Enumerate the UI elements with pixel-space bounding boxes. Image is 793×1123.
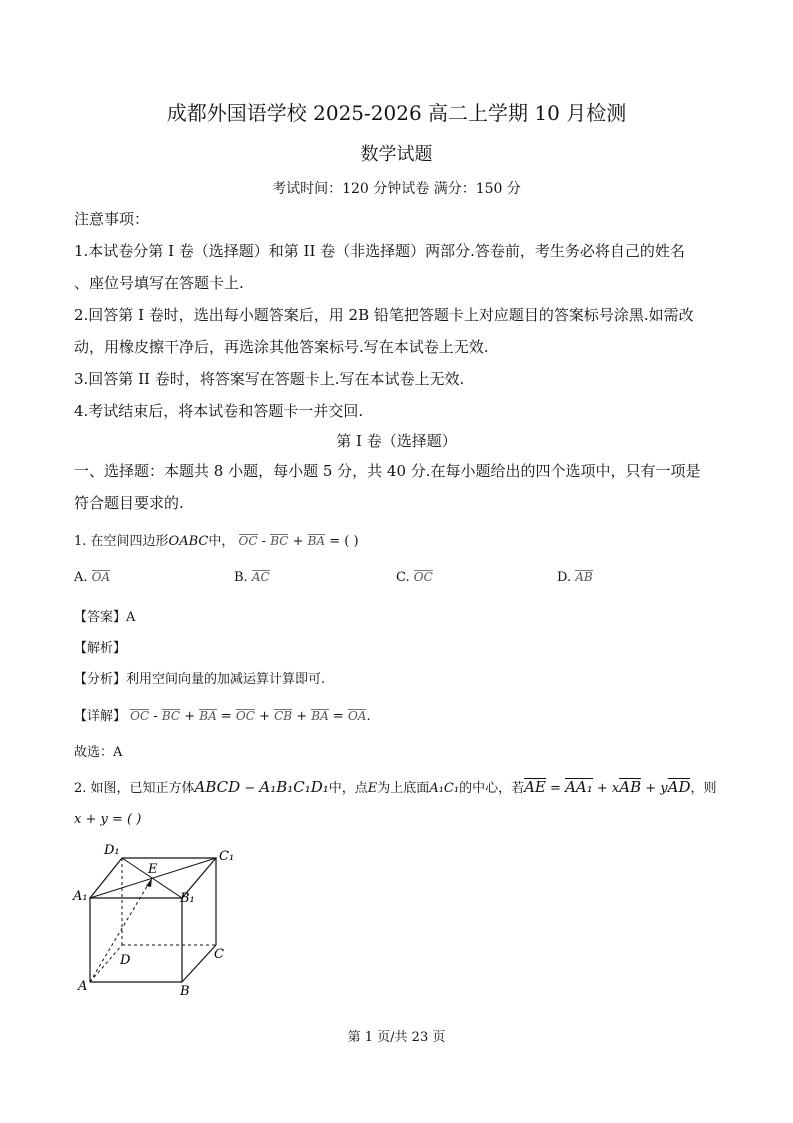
operator: + y xyxy=(641,781,668,796)
page-title: 成都外国语学校 2025-2026 高二上学期 10 月检测 xyxy=(166,101,627,125)
operator: . xyxy=(366,709,371,724)
note-line: 1.本试卷分第 I 卷（选择题）和第 II 卷（非选择题）两部分.答卷前，考生务必将自己的姓名 xyxy=(74,242,685,260)
fenxi-line xyxy=(74,668,325,687)
vector-bc: BC xyxy=(270,534,289,548)
vector: BA xyxy=(311,709,329,723)
operator: + xyxy=(180,709,200,724)
answer-value: A xyxy=(126,610,136,625)
option-label: B. xyxy=(234,570,248,585)
q2-text: 的中心，若 xyxy=(459,781,525,796)
answer-tag: 【答案】 xyxy=(74,610,127,625)
vector: OC xyxy=(130,709,150,723)
q2-text: 中，点 xyxy=(328,781,368,796)
vector: OC xyxy=(235,709,255,723)
choose-line: 故选：A xyxy=(74,745,123,760)
q1-shape: OABC xyxy=(168,534,209,549)
label-c: C xyxy=(214,947,224,962)
operator: - xyxy=(149,709,162,724)
cube-name: ABCD xyxy=(194,778,241,796)
operator: = xyxy=(216,709,236,724)
vector-oc: OC xyxy=(238,534,258,548)
face-name: A₁C₁ xyxy=(429,781,460,796)
operator: + x xyxy=(592,781,620,796)
operator: + xyxy=(292,709,312,724)
cube-figure xyxy=(70,840,240,1000)
label-b: B xyxy=(180,984,190,999)
page-subtitle: 数学试题 xyxy=(360,144,433,165)
edge-ad-hidden xyxy=(90,945,122,982)
note-line: 2.回答第 I 卷时，选出每小题答案后，用 2B 铅笔把答题卡上对应题目的答案标号涂黑.如需改 xyxy=(74,306,694,324)
vector-ad: AD xyxy=(667,778,691,796)
operator: = xyxy=(328,709,348,724)
operator: − xyxy=(240,781,260,796)
label-a: A xyxy=(78,979,88,994)
question-2-stem xyxy=(74,777,717,796)
option-vector: OA xyxy=(91,570,111,584)
answer-blank: = ( ) xyxy=(325,534,359,549)
section-intro-line: 一、选择题：本题共 8 小题，每小题 5 分，共 40 分.在每小题给出的四个选项中，只有一项是 xyxy=(74,462,701,480)
fenxi-text: 利用空间向量的加减运算计算即可. xyxy=(126,672,326,687)
vector: OA xyxy=(347,709,367,723)
q2-text: ，则 xyxy=(690,781,717,796)
label-d1: D₁ xyxy=(104,843,120,858)
option-c xyxy=(396,570,433,585)
note-line: 动，用橡皮擦干净后，再选涂其他答案标号.写在本试卷上无效. xyxy=(74,338,489,356)
detail-tag: 【详解】 xyxy=(74,709,127,724)
option-vector: OC xyxy=(413,570,433,584)
question-1-stem xyxy=(74,530,359,549)
option-vector: AC xyxy=(251,570,270,584)
vector: CB xyxy=(274,709,293,723)
vector-ba: BA xyxy=(307,534,326,548)
label-b1: B₁ xyxy=(180,891,195,906)
point-e: E xyxy=(367,781,378,796)
analysis-tag: 【解析】 xyxy=(74,641,127,656)
note-line: 4.考试结束后，将本试卷和答题卡一并交回. xyxy=(74,402,364,420)
page-footer: 第 1 页/共 23 页 xyxy=(347,1030,446,1045)
vector-ab: AB xyxy=(619,778,642,796)
option-b xyxy=(234,570,270,585)
section-heading: 第 I 卷（选择题） xyxy=(336,432,457,450)
answer-line xyxy=(74,606,135,625)
vector: BA xyxy=(199,709,217,723)
notes-heading: 注意事项： xyxy=(74,210,150,228)
edge-bc xyxy=(182,945,216,982)
q2-prefix: 2. 如图，已知正方体 xyxy=(74,781,195,796)
vector: BC xyxy=(161,709,181,723)
label-c1: C₁ xyxy=(219,849,235,864)
cube-top-name: A₁B₁C₁D₁ xyxy=(259,778,329,796)
section-intro-line: 符合题目要求的. xyxy=(74,494,184,512)
label-e: E xyxy=(148,862,158,877)
label-a1: A₁ xyxy=(73,889,88,904)
operator: + xyxy=(288,534,308,549)
note-line: 、座位号填写在答题卡上. xyxy=(74,274,244,292)
exam-meta: 考试时间：120 分钟试卷 满分：150 分 xyxy=(272,181,521,197)
label-d: D xyxy=(120,953,131,968)
operator: + xyxy=(254,709,275,724)
question-2-line2: x + y = ( ) xyxy=(74,812,142,827)
detail-line xyxy=(74,705,371,724)
q1-mid: 中， xyxy=(208,534,235,549)
option-a xyxy=(74,570,110,585)
vector-ae: AE xyxy=(524,778,546,796)
option-vector: AB xyxy=(575,570,593,584)
vector-aa1: AA₁ xyxy=(565,778,593,796)
option-d xyxy=(557,570,593,585)
operator: = xyxy=(545,781,566,796)
option-label: C. xyxy=(396,570,410,585)
fenxi-tag: 【分析】 xyxy=(74,672,127,687)
q2-text: 为上底面 xyxy=(377,781,430,796)
option-label: D. xyxy=(557,570,572,585)
operator: - xyxy=(257,534,271,549)
note-line: 3.回答第 II 卷时，将答案写在答题卡上.写在本试卷上无效. xyxy=(74,370,465,388)
q1-prefix: 1. 在空间四边形 xyxy=(74,534,169,549)
option-label: A. xyxy=(74,570,88,585)
